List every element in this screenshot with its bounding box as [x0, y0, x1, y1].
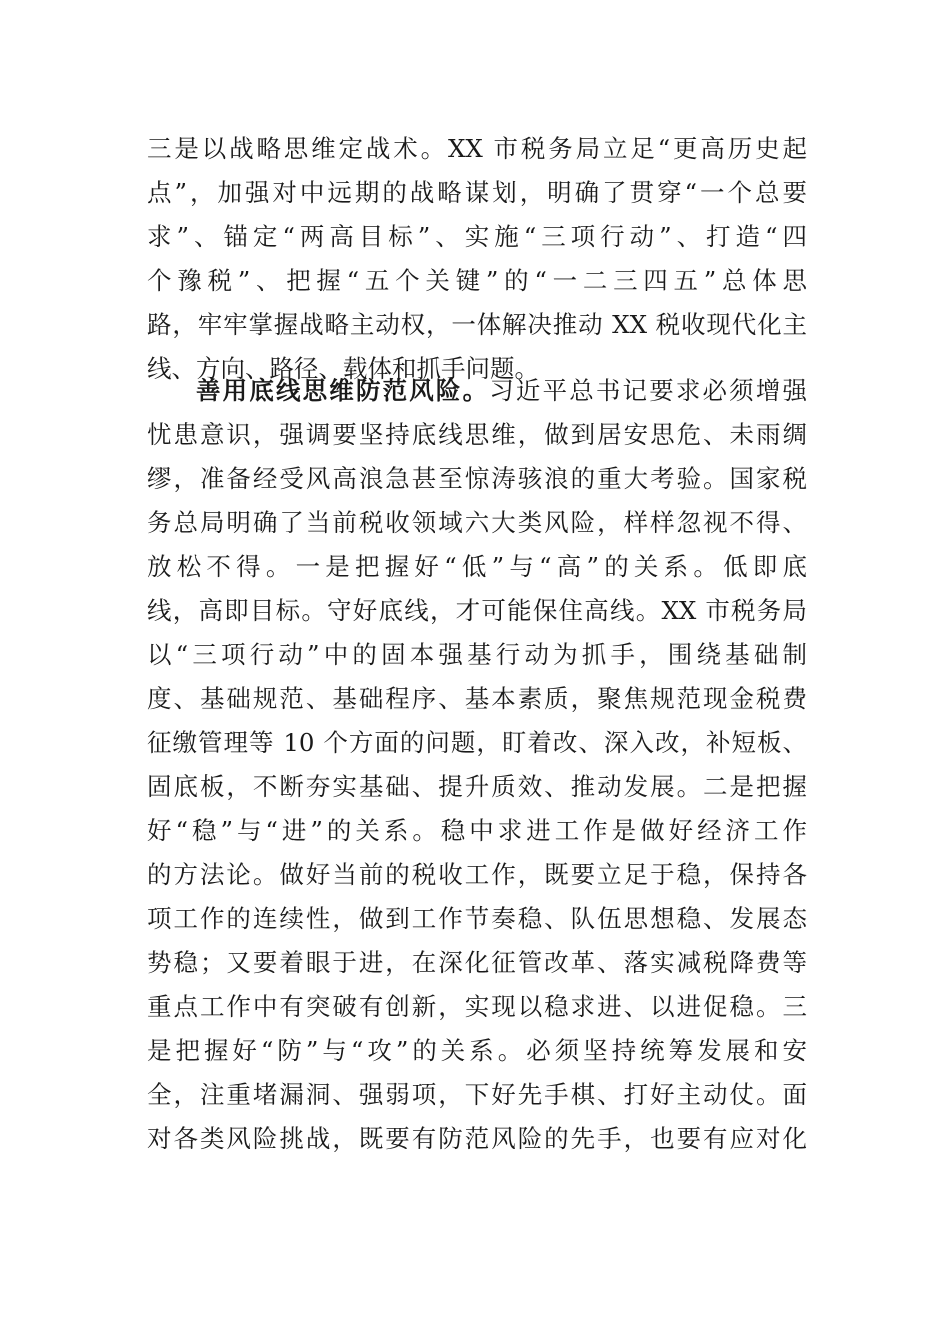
text-line: 全，注重堵漏洞、强弱项，下好先手棋、打好主动仗。面 — [147, 1080, 807, 1109]
paragraph-first-line — [147, 369, 807, 413]
paragraph-heading: 善用底线思维防范风险。 — [196, 376, 490, 405]
text-line: 以“三项行动”中的固本强基行动为抓手，围绕基础制 — [147, 640, 807, 669]
paragraph-risk — [147, 369, 807, 1161]
text-line: 的方法论。做好当前的税收工作，既要立足于稳，保持各 — [147, 860, 807, 889]
text-line: 线，高即目标。守好底线，才可能保住高线。XX 市税务局 — [147, 596, 807, 625]
text-line: 务总局明确了当前税收领域六大类风险，样样忽视不得、 — [147, 508, 807, 537]
text-line: 放松不得。一是把握好“低”与“高”的关系。低即底 — [147, 552, 807, 581]
text-line: 固底板，不断夯实基础、提升质效、推动发展。二是把握 — [147, 772, 807, 801]
text-line: 重点工作中有突破有创新，实现以稳求进、以进促稳。三 — [147, 992, 807, 1021]
text-line: 对各类风险挑战，既要有防范风险的先手，也要有应对化 — [147, 1124, 807, 1153]
text-line: 求”、锚定“两高目标”、实施“三项行动”、打造“四 — [147, 222, 807, 251]
text-line: 缪，准备经受风高浪急甚至惊涛骇浪的重大考验。国家税 — [147, 464, 807, 493]
text-line: 三是以战略思维定战术。XX 市税务局立足“更高历史起 — [147, 134, 807, 163]
text-line: 势稳；又要着眼于进，在深化征管改革、落实减税降费等 — [147, 948, 807, 977]
paragraph-strategy — [147, 127, 807, 391]
text-line: 征缴管理等 10 个方面的问题，盯着改、深入改，补短板、 — [147, 728, 807, 757]
text-line: 忧患意识，强调要坚持底线思维，做到居安思危、未雨绸 — [147, 420, 807, 449]
text-line: 点”，加强对中远期的战略谋划，明确了贯穿“一个总要 — [147, 178, 807, 207]
text-line: 好“稳”与“进”的关系。稳中求进工作是做好经济工作 — [147, 816, 807, 845]
first-line-text: 习近平总书记要求必须增强 — [489, 376, 807, 405]
text-line: 是把握好“防”与“攻”的关系。必须坚持统筹发展和安 — [147, 1036, 807, 1065]
text-line: 项工作的连续性，做到工作节奏稳、队伍思想稳、发展态 — [147, 904, 807, 933]
text-line: 路，牢牢掌握战略主动权，一体解决推动 XX 税收现代化主 — [147, 310, 807, 339]
text-line: 线、方向、路径、载体和抓手问题。 — [147, 354, 539, 383]
text-line: 个豫税”、把握“五个关键”的“一二三四五”总体思 — [147, 266, 807, 295]
text-line: 度、基础规范、基础程序、基本素质，聚焦规范现金税费 — [147, 684, 807, 713]
